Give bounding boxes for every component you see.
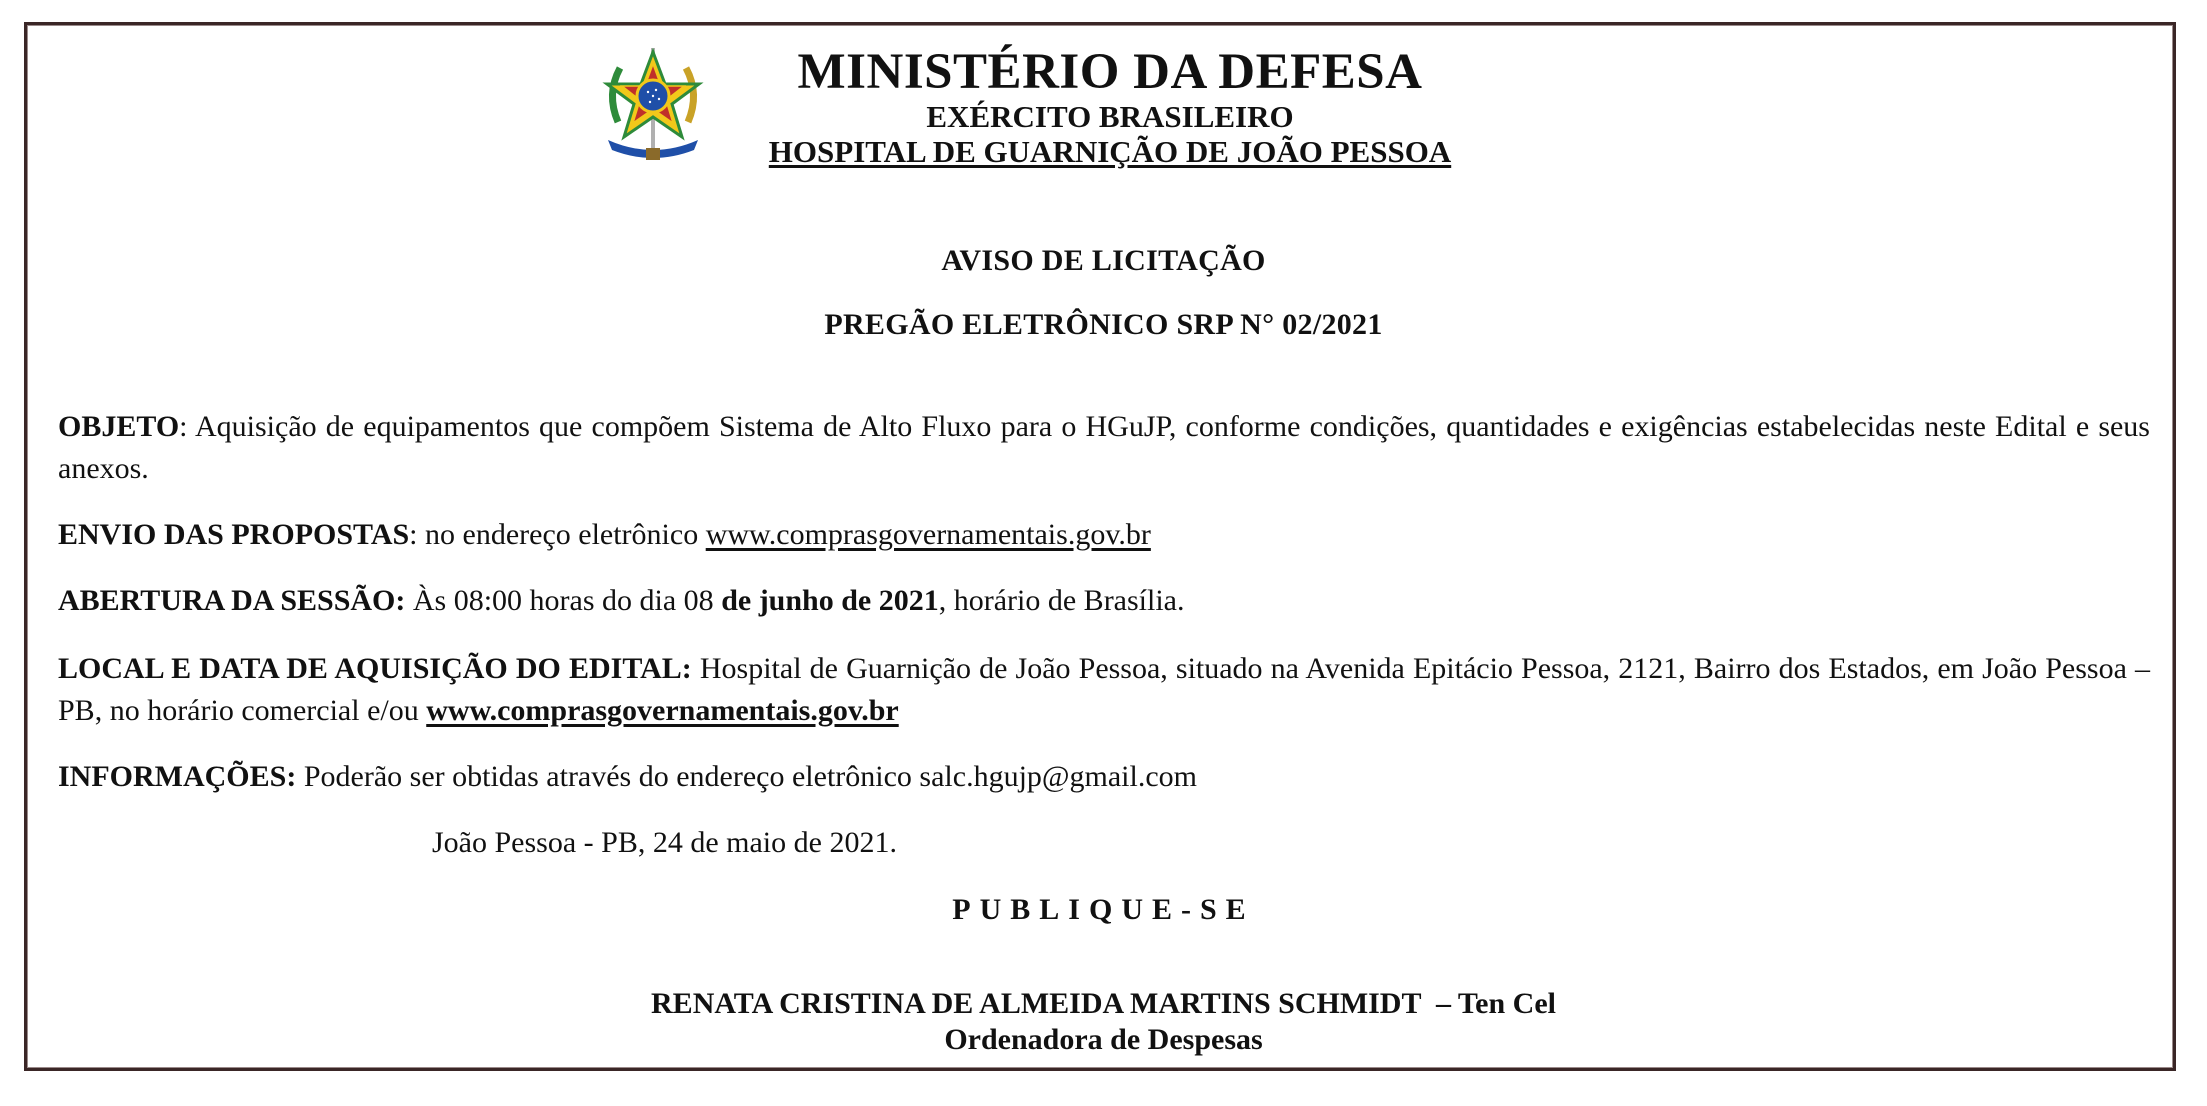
envio-label: ENVIO DAS PROPOSTAS — [58, 518, 410, 551]
letterhead — [700, 44, 1520, 170]
informacoes-label: INFORMAÇÕES: — [58, 760, 297, 793]
signer-name: RENATA CRISTINA DE ALMEIDA MARTINS SCHMIDT – Ten Cel — [651, 987, 1556, 1020]
abertura-text-after: , horário de Brasília. — [938, 584, 1185, 617]
informacoes-paragraph — [58, 756, 2150, 798]
abertura-date: de junho de 2021 — [721, 584, 939, 617]
signature-block — [0, 986, 2207, 1058]
abertura-paragraph — [58, 580, 2150, 622]
notice-title: AVISO DE LICITAÇÃO — [941, 244, 1266, 277]
objeto-paragraph — [58, 406, 2150, 490]
informacoes-text: Poderão ser obtidas através do endereço eletrônico salc.hgujp@gmail.com — [296, 760, 1198, 793]
place-date: João Pessoa - PB, 24 de maio de 2021. — [432, 826, 897, 859]
ministry-title: MINISTÉRIO DA DEFESA — [797, 44, 1423, 100]
envio-link[interactable]: www.comprasgovernamentais.gov.br — [705, 518, 1151, 551]
publique-se: PUBLIQUE-SE — [952, 893, 1255, 926]
notice-subtitle: PREGÃO ELETRÔNICO SRP N° 02/2021 — [824, 308, 1383, 341]
coat-of-arms-icon — [598, 44, 708, 164]
envio-paragraph — [58, 514, 2150, 556]
hospital-title: HOSPITAL DE GUARNIÇÃO DE JOÃO PESSOA — [768, 134, 1452, 169]
local-paragraph — [58, 648, 2150, 732]
objeto-text: : Aquisição de equipamentos que compõem Sistema de Alto Fluxo para o HGuJP, conforme condições, quantidades e exigências estabelecidas neste Edital e seus anexos. — [58, 410, 2150, 485]
objeto-label: OBJETO — [58, 410, 180, 443]
abertura-text-before: Às 08:00 horas do dia 08 — [405, 584, 722, 617]
local-label: LOCAL E DATA DE AQUISIÇÃO DO EDITAL: — [58, 652, 692, 685]
local-text: Hospital de Guarnição de João Pessoa, situado na Avenida Epitácio Pessoa, 2121, Bairro dos Estados, em João Pessoa – PB, no horário comercial e/ou — [58, 652, 2150, 727]
army-title: EXÉRCITO BRASILEIRO — [926, 99, 1294, 134]
abertura-label: ABERTURA DA SESSÃO: — [58, 584, 406, 617]
signer-role: Ordenadora de Despesas — [944, 1023, 1263, 1056]
envio-text: : no endereço eletrônico — [409, 518, 706, 551]
local-link[interactable]: www.comprasgovernamentais.gov.br — [426, 694, 899, 727]
